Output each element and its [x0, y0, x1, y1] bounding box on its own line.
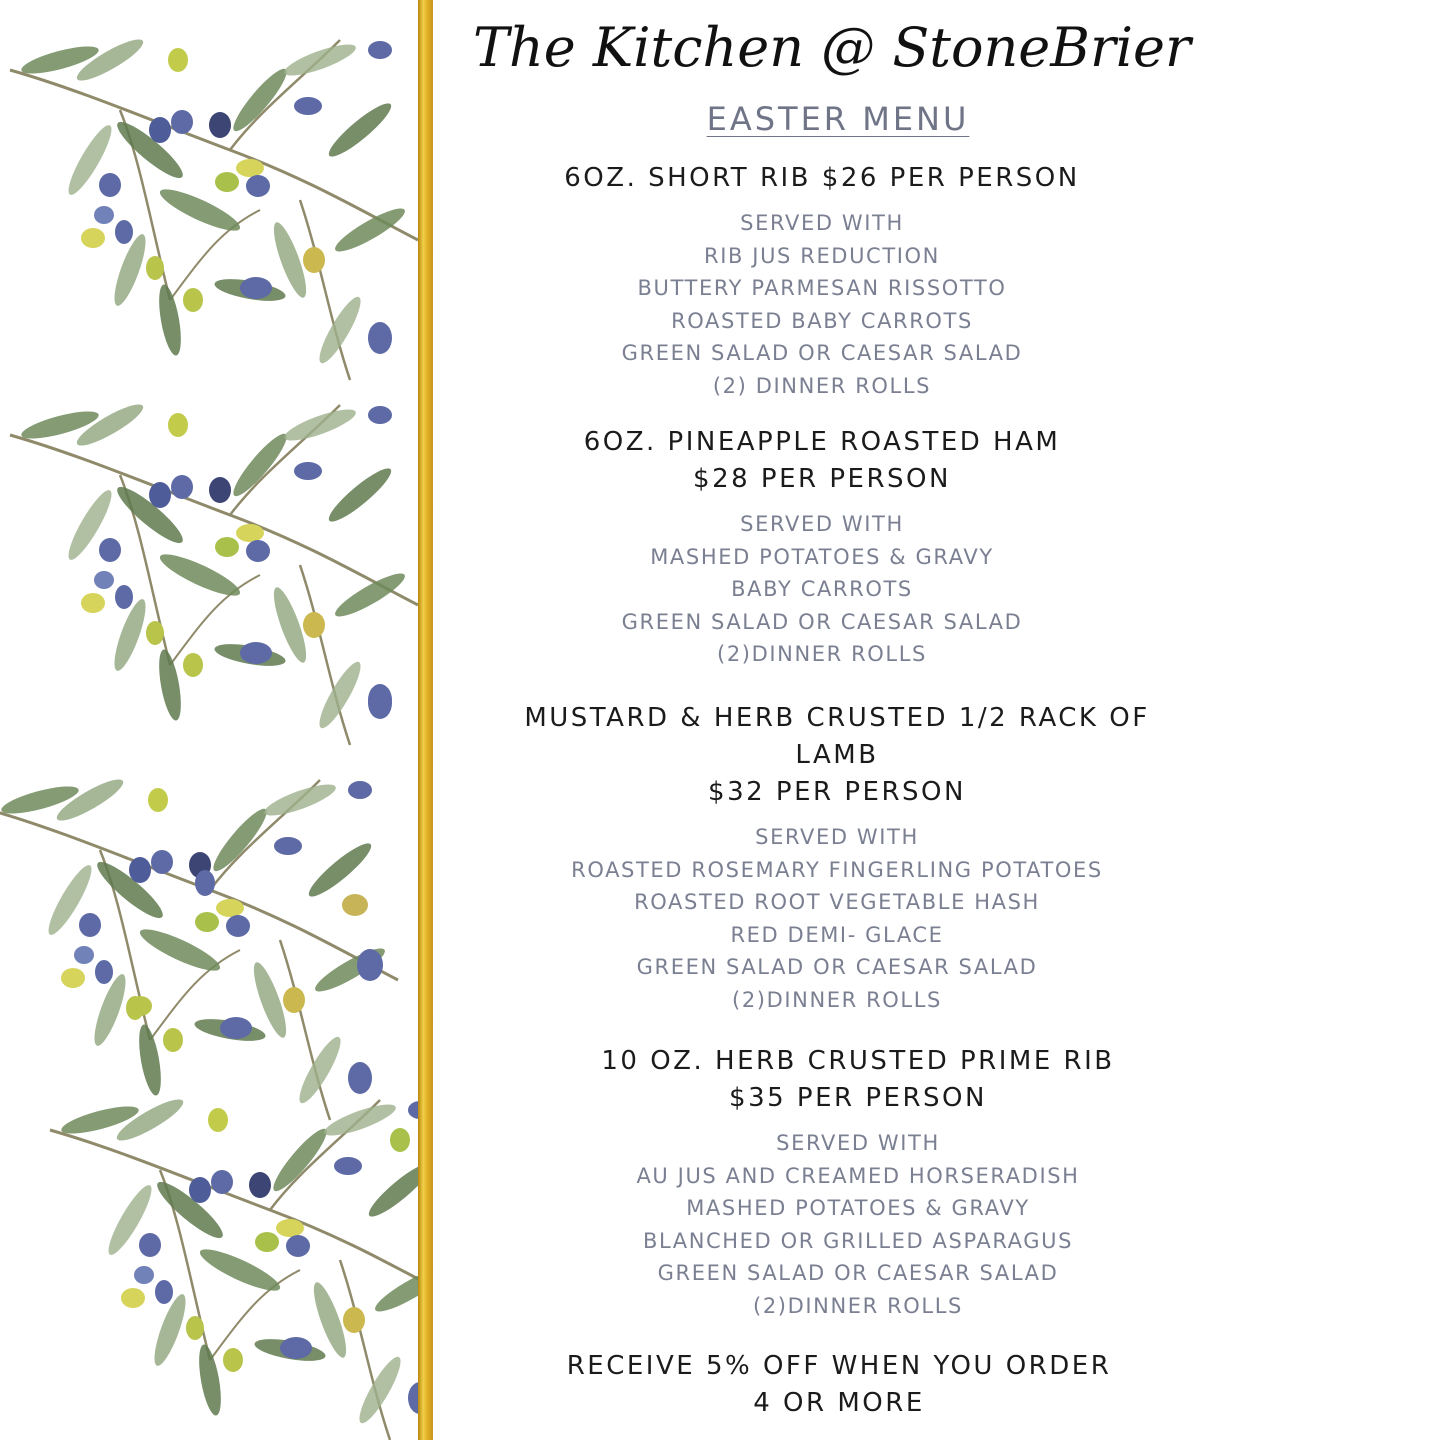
side-item: GREEN SALAD OR CAESAR SALAD [636, 955, 1038, 979]
side-item: MASHED POTATOES & GRAVY [686, 1196, 1030, 1220]
menu-item-title-line: 10 OZ. HERB CRUSTED PRIME RIB [601, 1046, 1115, 1076]
menu-item-title [433, 1043, 1283, 1117]
served-with-label: SERVED WITH [776, 1131, 940, 1155]
menu-item-title-line: 6OZ. PINEAPPLE ROASTED HAM [583, 427, 1061, 457]
side-item: BLANCHED OR GRILLED ASPARAGUS [642, 1228, 1074, 1253]
side-item: RED DEMI- GLACE [730, 922, 944, 947]
discount-note-line: 4 OR MORE [753, 1388, 925, 1418]
gold-border-stripe [418, 0, 433, 1440]
discount-note-line: RECEIVE 5% OFF WHEN YOU ORDER [566, 1351, 1112, 1381]
side-item: ROASTED ROSEMARY FINGERLING POTATOES [571, 857, 1103, 882]
menu-item-price: $35 PER PERSON [729, 1083, 987, 1113]
side-item: (2)DINNER ROLLS [732, 987, 942, 1012]
side-item: RIB JUS REDUCTION [704, 243, 940, 268]
menu-item-title [433, 700, 1241, 811]
menu-item-title-line: MUSTARD & HERB CRUSTED 1/2 RACK OF [524, 703, 1150, 733]
side-item: ROASTED ROOT VEGETABLE HASH [634, 890, 1040, 914]
menu-item-title-line: 6OZ. SHORT RIB $26 PER PERSON [564, 163, 1080, 193]
side-item: ROASTED BABY CARROTS [671, 308, 973, 333]
olive-branch-illustration [0, 0, 418, 1440]
menu-panel [433, 0, 1440, 1440]
menu-item-sides [433, 508, 1211, 671]
menu-item-title [433, 424, 1211, 498]
side-item: (2) DINNER ROLLS [712, 373, 932, 398]
menu-item-sides [433, 1127, 1283, 1322]
menu-item-sides [433, 207, 1211, 402]
menu-item-price: $28 PER PERSON [693, 464, 951, 494]
served-with-label: SERVED WITH [740, 512, 904, 536]
side-item: AU JUS AND CREAMED HORSERADISH [636, 1163, 1080, 1188]
side-item: BABY CARROTS [731, 577, 913, 601]
restaurant-title: The Kitchen @ StoneBrier [473, 16, 1191, 79]
menu-item-title [433, 160, 1211, 197]
menu-item-sides [433, 821, 1241, 1016]
side-item: GREEN SALAD OR CAESAR SALAD [621, 341, 1023, 365]
menu-item-price: $32 PER PERSON [708, 777, 966, 807]
served-with-label: SERVED WITH [755, 825, 919, 849]
side-item: GREEN SALAD OR CAESAR SALAD [657, 1261, 1059, 1285]
served-with-label: SERVED WITH [740, 211, 904, 235]
side-item: BUTTERY PARMESAN RISSOTTO [637, 276, 1007, 300]
side-item: (2)DINNER ROLLS [753, 1293, 963, 1318]
side-item: GREEN SALAD OR CAESAR SALAD [621, 609, 1023, 634]
discount-note [433, 1348, 1245, 1422]
side-item: MASHED POTATOES & GRAVY [650, 544, 994, 569]
menu-item-title-line: LAMB [795, 740, 879, 770]
menu-heading: EASTER MENU [706, 100, 970, 138]
side-item: (2)DINNER ROLLS [717, 642, 927, 666]
